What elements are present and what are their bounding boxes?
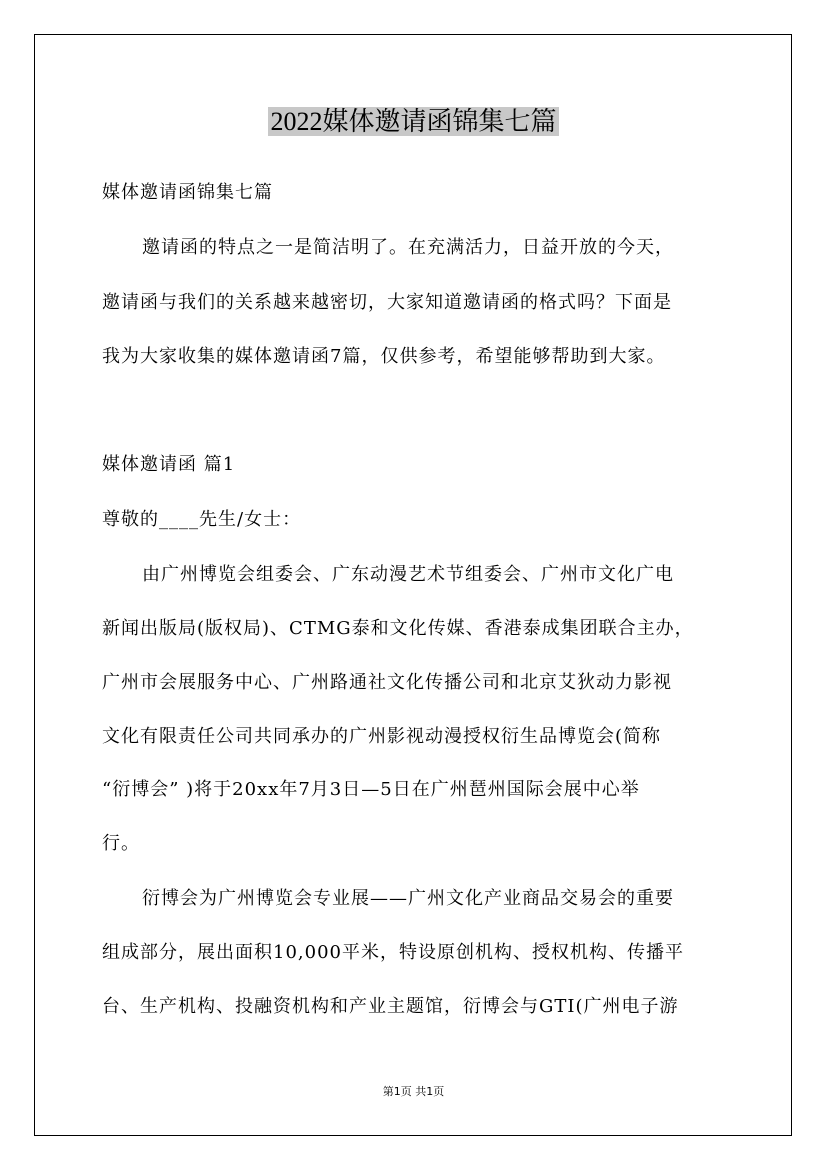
paragraph-line: 组成部分，展出面积10,000平米，特设原创机构、授权机构、传播平 (102, 942, 684, 963)
paragraph-line: “衍博会” )将于20xx年7月3日—5日在广州琶州国际会展中心举 (102, 779, 640, 800)
paragraph-line: 由广州博览会组委会、广东动漫艺术节组委会、广州市文化广电 (142, 564, 674, 585)
paragraph-line: 文化有限责任公司共同承办的广州影视动漫授权衍生品博览会(简称 (102, 726, 662, 747)
paragraph-line: 行。 (102, 833, 140, 854)
paragraph-line: 广州市会展服务中心、广州路通社文化传播公司和北京艾狄动力影视 (102, 672, 672, 693)
salutation: 尊敬的____先生/女士： (102, 509, 302, 530)
document-title: 2022媒体邀请函锦集七篇 (270, 107, 557, 136)
section-heading: 媒体邀请函 篇1 (102, 454, 236, 475)
intro-line-2: 邀请函与我们的关系越来越密切，大家知道邀请函的格式吗？下面是 (102, 292, 672, 313)
intro-line-3: 我为大家收集的媒体邀请函7篇，仅供参考，希望能够帮助到大家。 (102, 346, 666, 367)
paragraph-line: 台、生产机构、投融资机构和产业主题馆，衍博会与GTI(广州电子游 (102, 996, 679, 1017)
paragraph-line: 衍博会为广州博览会专业展——广州文化产业商品交易会的重要 (142, 888, 674, 909)
page-footer: 第1页 共1页 (382, 1085, 445, 1098)
intro-line-1: 邀请函的特点之一是简洁明了。在充满活力，日益开放的今天， (142, 237, 674, 258)
paragraph-line: 新闻出版局(版权局)、CTMG泰和文化传媒、香港泰成集团联合主办， (102, 618, 694, 639)
subtitle: 媒体邀请函锦集七篇 (102, 182, 273, 203)
